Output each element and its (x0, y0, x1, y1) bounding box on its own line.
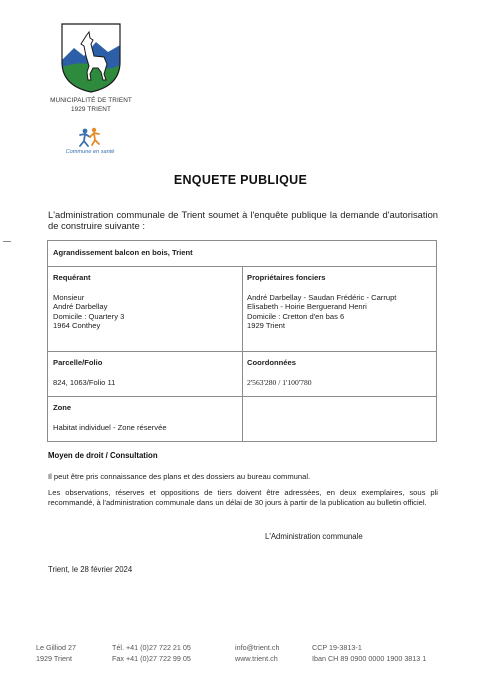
table-column-divider (242, 266, 243, 441)
footer-iban: Iban CH 89 0900 0000 1900 3813 1 (312, 654, 427, 663)
requerant-line: 1964 Conthey (53, 321, 101, 331)
commune-en-sante-label: Commune en santé (65, 149, 115, 155)
application-table (47, 240, 437, 442)
proprietaires-line: André Darbellay - Saudan Frédéric - Carrupt (247, 292, 397, 302)
project-description (53, 248, 193, 258)
footer-web (235, 642, 279, 664)
footer-phone: Tél. +41 (0)27 722 21 05 (112, 643, 191, 652)
footer-address (36, 642, 76, 664)
commune-en-sante-logo-icon (74, 126, 104, 148)
proprietaires-line: 1929 Trient (247, 321, 285, 331)
proprietaires-line: Elisabeth - Hoirie Berguerand Henri (247, 302, 367, 312)
proprietaires-heading: Propriétaires fonciers (247, 273, 326, 282)
footer-bank (312, 642, 426, 664)
footer-ccp: CCP 19-3813-1 (312, 643, 362, 652)
consultation-paragraph: Les observations, réserves et oppositions de tiers doivent être adressées, en deux exemplaires, sous pli recommandé, à l'administration communale dans un délai de 30 jours à partir de la publication au bulletin officiel. (48, 488, 438, 507)
requerant-line: Domicile : Quartery 3 (53, 311, 125, 321)
footer-address-line: 1929 Trient (36, 654, 72, 663)
margin-mark (3, 241, 11, 242)
consultation-heading: Moyen de droit / Consultation (48, 451, 158, 460)
requerant-cell (53, 273, 124, 331)
municipality-line-2: 1929 TRIENT (70, 106, 112, 113)
zone-value: Habitat individuel - Zone réservée (53, 422, 167, 432)
footer-fax: Fax +41 (0)27 722 99 05 (112, 654, 191, 663)
municipal-coat-of-arms (60, 22, 122, 94)
requerant-heading: Requérant (53, 273, 91, 282)
municipality-name (30, 96, 152, 114)
municipality-line-1: MUNICIPALITÉ DE TRIENT (50, 97, 132, 104)
zone-cell (53, 403, 167, 432)
footer-address-line: Le Gilliod 27 (36, 643, 76, 652)
consultation-paragraph: Il peut être pris connaissance des plans et des dossiers au bureau communal. (48, 472, 311, 481)
footer-email-link[interactable]: info@trient.ch (235, 643, 280, 652)
zone-heading: Zone (53, 403, 72, 412)
requerant-line: André Darbellay (53, 302, 108, 312)
requerant-line: Monsieur (53, 292, 85, 302)
proprietaires-cell (247, 273, 396, 331)
project-title: Agrandissement balcon en bois, Trient (53, 248, 193, 257)
page-title: ENQUETE PUBLIQUE (173, 173, 308, 187)
parcelle-value: 824, 1063/Folio 11 (53, 377, 116, 387)
document-date: Trient, le 28 février 2024 (48, 565, 133, 574)
footer-phones (112, 642, 191, 664)
parcelle-cell (53, 358, 115, 387)
parcelle-heading: Parcelle/Folio (53, 358, 103, 367)
intro-paragraph: L'administration communale de Trient soumet à l'enquête publique la demande d'autorisation de construire suivante : (48, 209, 438, 231)
coordonnees-value: 2'563'280 / 1'100'780 (247, 377, 312, 387)
proprietaires-line: Domicile : Cretton d'en bas 6 (247, 311, 345, 321)
coordonnees-heading: Coordonnées (247, 358, 296, 367)
coordonnees-cell (247, 358, 312, 387)
signature: L'Administration communale (265, 532, 363, 541)
footer-website-link[interactable]: www.trient.ch (235, 654, 278, 663)
